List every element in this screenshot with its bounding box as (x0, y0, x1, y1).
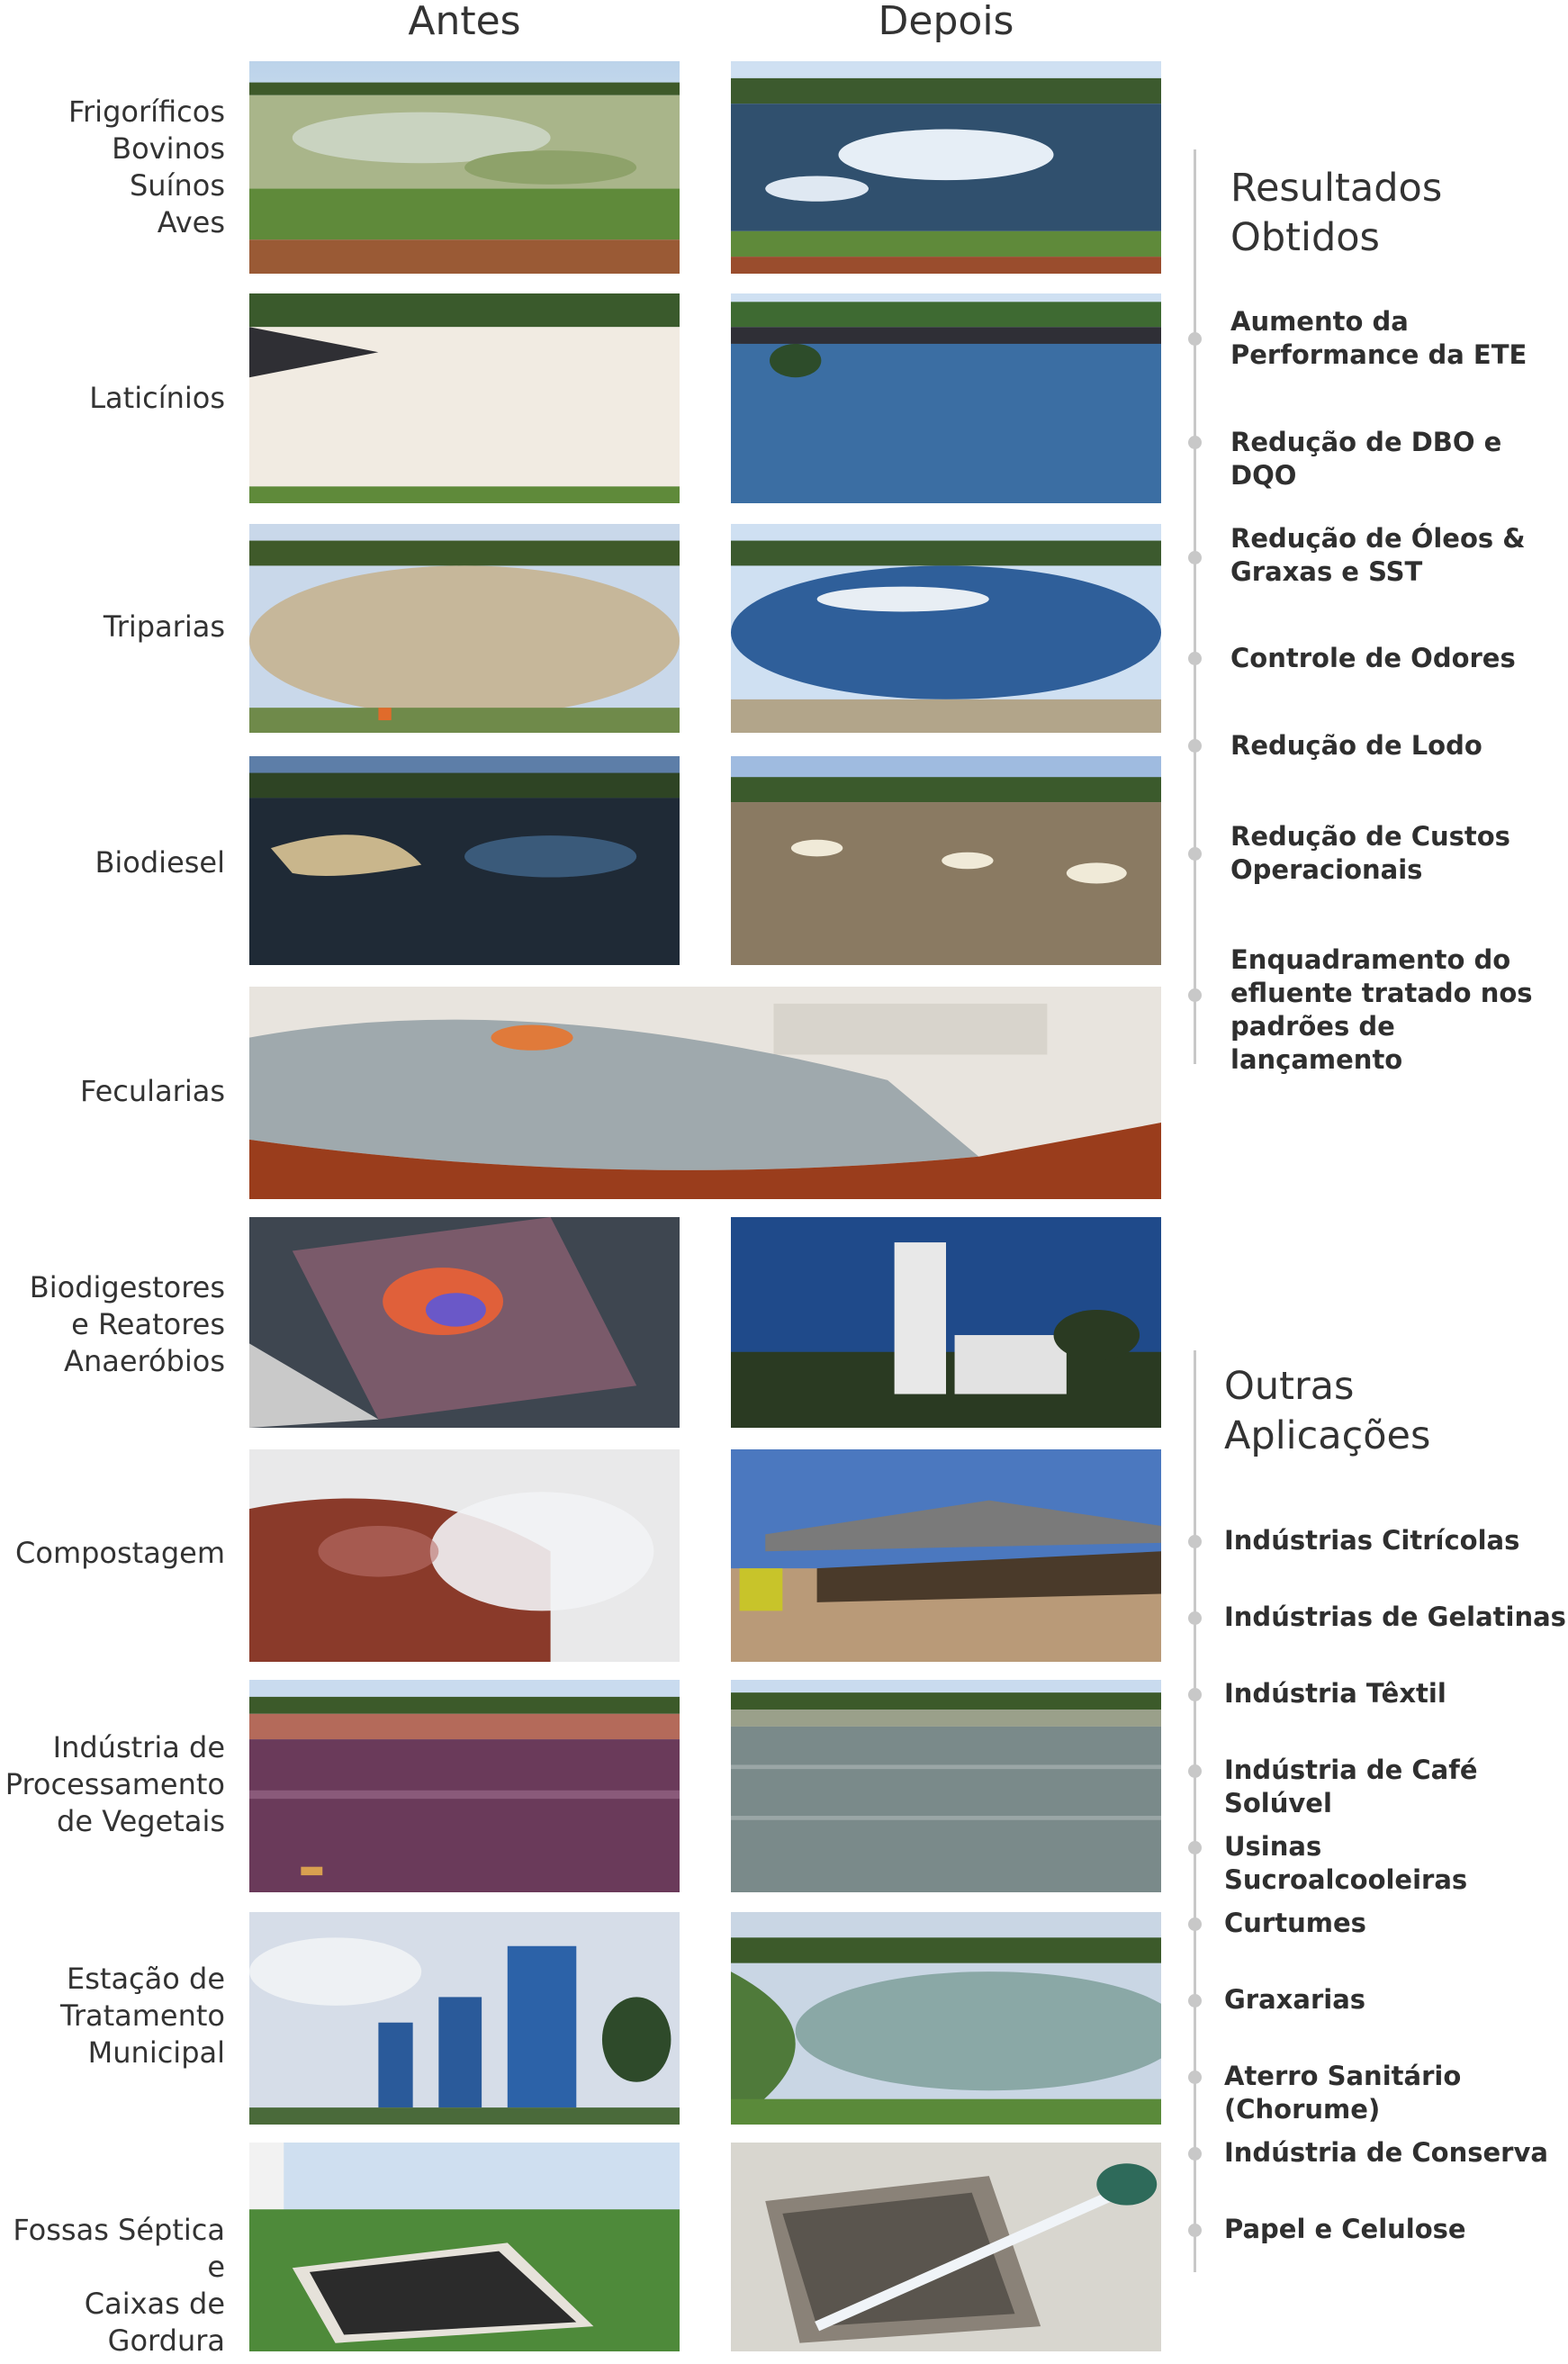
row-label-fecularias: Fecularias (79, 1074, 225, 1108)
results-item-5: Redução de Lodo (1230, 730, 1482, 761)
applications-bullet-dot (1188, 1611, 1202, 1625)
column-heading-before: Antes (408, 0, 521, 44)
photo-after-biodiesel (731, 756, 1161, 965)
row-label-fossas: Fossas Séptica e Caixas de Gordura (13, 2213, 225, 2358)
photo-before-laticinios (249, 293, 680, 503)
photo-before-municipal (249, 1912, 680, 2125)
applications-item-5: Usinas Sucroalcooleiras (1224, 1831, 1468, 1895)
applications-item-7: Graxarias (1224, 1984, 1366, 2015)
photo-before-compostagem (249, 1449, 680, 1662)
row-label-municipal: Estação de Tratamento Municipal (59, 1962, 225, 2070)
row-label-compostagem: Compostagem (15, 1536, 225, 1570)
row-label-biodiesel: Biodiesel (95, 845, 225, 880)
photo-after-laticinios (731, 293, 1161, 503)
row-label-laticinios: Laticínios (89, 381, 225, 415)
applications-timeline (1194, 1350, 1196, 2272)
applications-bullet-dot (1188, 2147, 1202, 2161)
photo-before-triparias (249, 524, 680, 733)
row-label-frigorificos: Frigoríficos Bovinos Suínos Aves (68, 95, 225, 239)
photo-fecularias (249, 987, 1161, 1199)
results-timeline (1194, 149, 1196, 1064)
applications-item-6: Curtumes (1224, 1908, 1366, 1938)
results-bullet-dot (1188, 332, 1202, 346)
results-bullet-dot (1188, 652, 1202, 665)
applications-heading: Outras Aplicações (1224, 1364, 1431, 1458)
applications-bullet-dot (1188, 1688, 1202, 1701)
applications-bullet-dot (1188, 1764, 1202, 1778)
results-bullet-dot (1188, 988, 1202, 1002)
photo-after-frigorificos (731, 61, 1161, 274)
applications-item-4: Indústria de Café Solúvel (1224, 1755, 1478, 1818)
photo-before-biodiesel (249, 756, 680, 965)
results-bullet-dot (1188, 436, 1202, 449)
applications-bullet-dot (1188, 1917, 1202, 1931)
photo-after-triparias (731, 524, 1161, 733)
results-item-7: Enquadramento do efluente tratado nos padrões de lançamento (1230, 944, 1533, 1075)
photo-after-fossas (731, 2143, 1161, 2351)
applications-item-1: Indústrias Citrícolas (1224, 1525, 1520, 1556)
row-label-triparias: Triparias (103, 609, 225, 644)
applications-item-8: Aterro Sanitário (Chorume) (1224, 2061, 1462, 2125)
results-item-3: Redução de Óleos & Graxas e SST (1230, 523, 1526, 587)
applications-item-3: Indústria Têxtil (1224, 1678, 1446, 1709)
row-label-vegetais: Indústria de Processamento de Vegetais (5, 1730, 225, 1838)
photo-before-frigorificos (249, 61, 680, 274)
applications-bullet-dot (1188, 2224, 1202, 2237)
photo-after-vegetais (731, 1680, 1161, 1892)
column-heading-after: Depois (878, 0, 1014, 44)
results-heading: Resultados Obtidos (1230, 166, 1443, 260)
results-bullet-dot (1188, 847, 1202, 861)
applications-bullet-dot (1188, 1841, 1202, 1854)
applications-bullet-dot (1188, 1994, 1202, 2008)
results-bullet-dot (1188, 551, 1202, 564)
row-label-biodigestores: Biodigestores e Reatores Anaeróbios (29, 1270, 225, 1378)
results-item-1: Aumento da Performance da ETE (1230, 306, 1527, 370)
photo-before-fossas (249, 2143, 680, 2351)
applications-item-2: Indústrias de Gelatinas (1224, 1602, 1566, 1632)
results-bullet-dot (1188, 739, 1202, 753)
applications-bullet-dot (1188, 1535, 1202, 1548)
results-item-6: Redução de Custos Operacionais (1230, 821, 1510, 885)
results-item-4: Controle de Odores (1230, 643, 1516, 673)
photo-after-compostagem (731, 1449, 1161, 1662)
applications-bullet-dot (1188, 2071, 1202, 2084)
photo-before-biodigestores (249, 1217, 680, 1428)
applications-item-9: Indústria de Conserva (1224, 2137, 1548, 2168)
results-item-2: Redução de DBO e DQO (1230, 427, 1502, 491)
photo-before-vegetais (249, 1680, 680, 1892)
photo-after-biodigestores (731, 1217, 1161, 1428)
applications-item-10: Papel e Celulose (1224, 2214, 1466, 2244)
photo-after-municipal (731, 1912, 1161, 2125)
